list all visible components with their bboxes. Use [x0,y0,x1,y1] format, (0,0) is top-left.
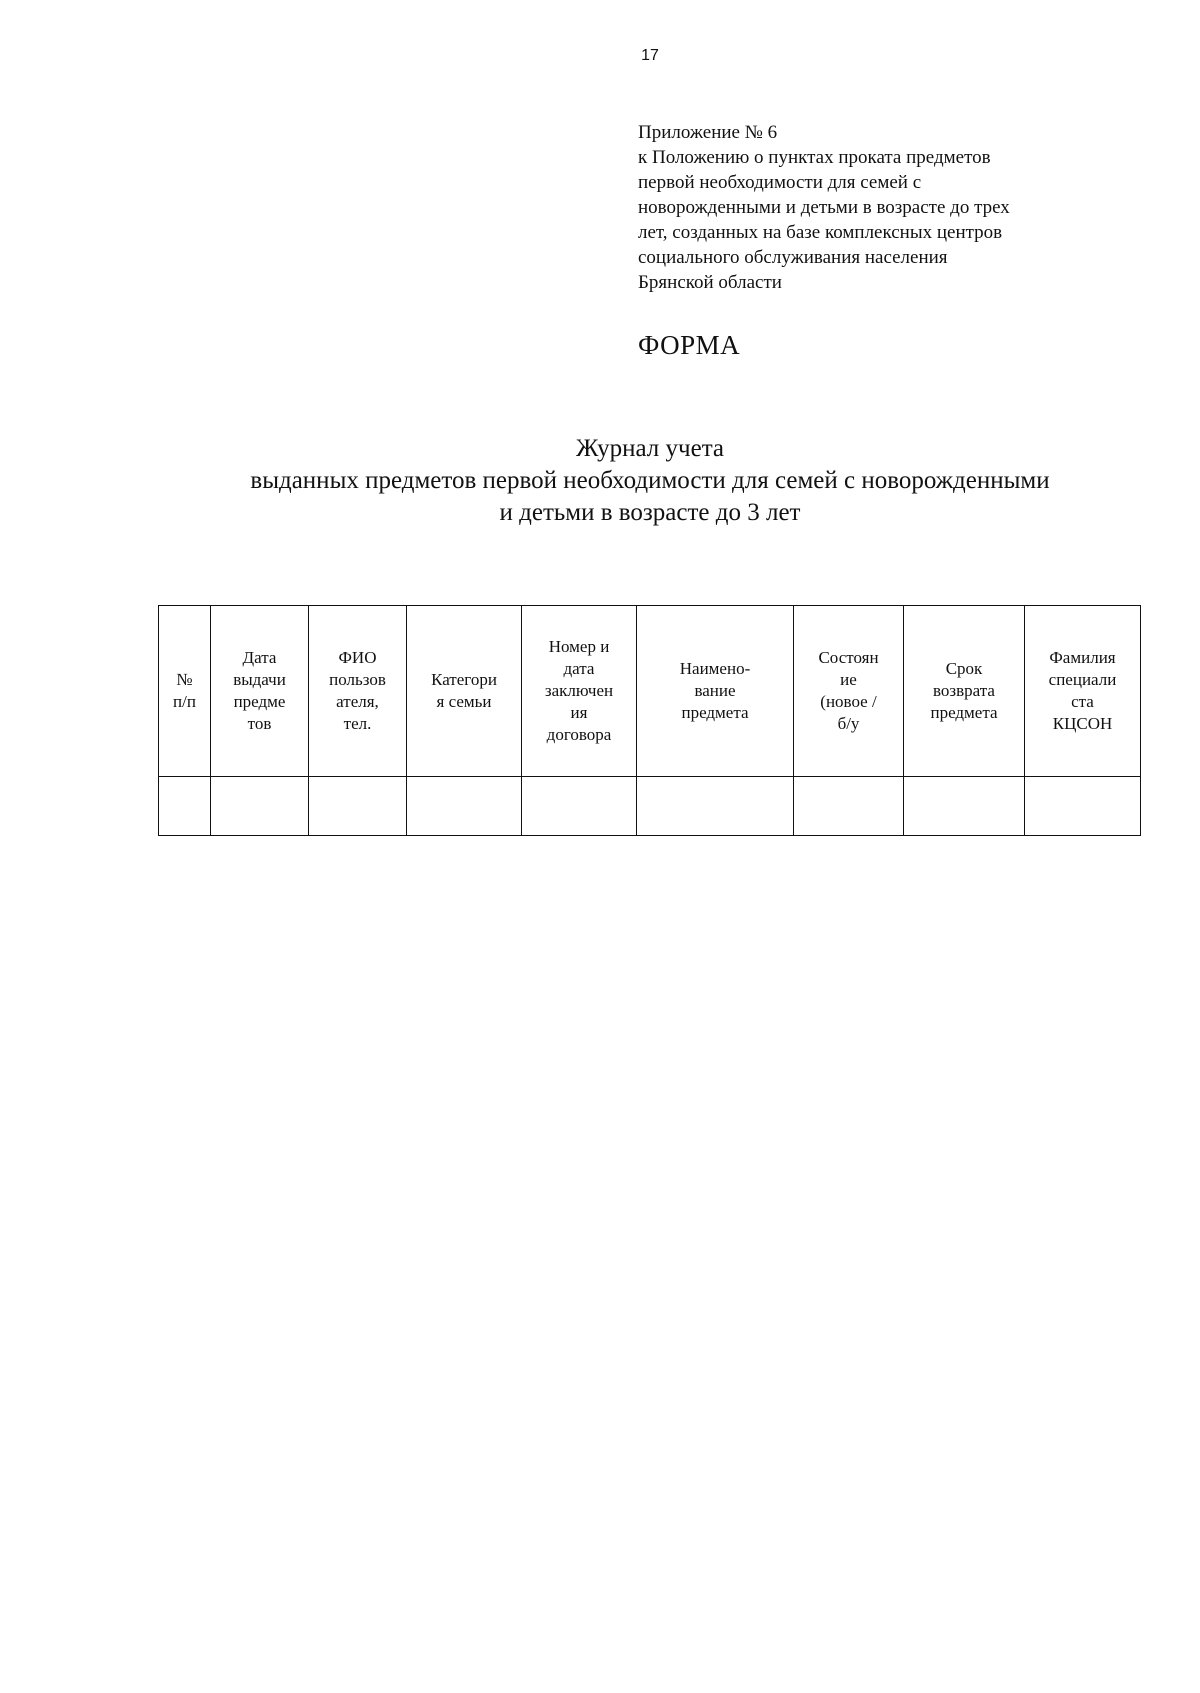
column-header-line: ателя, [336,692,379,711]
column-header-line: ие [840,670,857,689]
column-header-line: Наимено- [679,659,751,678]
table-cell[interactable] [1025,777,1141,836]
column-header [309,606,407,777]
column-header-line: Срок [945,659,983,678]
table-cell[interactable] [904,777,1025,836]
appendix-block [638,120,1098,295]
appendix-line: первой необходимости для семей с [638,172,922,193]
column-header [904,606,1025,777]
column-header-line: тов [247,714,272,733]
column-header-line: Состоян [818,648,879,667]
column-header-line: ия [570,703,588,722]
column-header [211,606,309,777]
column-header-line: специали [1048,670,1117,689]
column-header-line: предме [233,692,286,711]
column-header-line: (новое / [820,692,877,711]
column-header [1025,606,1141,777]
table-cell[interactable] [309,777,407,836]
column-header-line: предмета [930,703,998,722]
appendix-line: новорожденными и детьми в возрасте до трех [638,197,1010,218]
column-header-line: ФИО [338,648,377,667]
column-header [407,606,522,777]
table-header-row [159,606,1141,777]
column-header [522,606,637,777]
table-cell[interactable] [794,777,904,836]
column-header-line: договора [546,725,612,744]
appendix-line: к Положению о пунктах проката предметов [638,147,991,168]
column-header-line: заключен [544,681,614,700]
column-header-line: ста [1071,692,1094,711]
column-header-line: б/у [837,714,860,733]
column-header-line: предмета [681,703,749,722]
column-header-line: Дата [242,648,277,667]
column-header-line: пользов [329,670,386,689]
form-label: ФОРМА [638,330,741,360]
table-row [159,777,1141,836]
appendix-line: социального обслуживания населения [638,247,948,268]
column-header [637,606,794,777]
column-header-line: вание [694,681,736,700]
column-header-line: Категори [431,670,497,689]
title-line: и детьми в возрасте до 3 лет [499,499,801,526]
column-header [159,606,211,777]
column-header-line: я семьи [436,692,492,711]
table-cell[interactable] [159,777,211,836]
title-line: выданных предметов первой необходимости для семей с новорожденными [250,467,1050,494]
title-line: Журнал учета [575,435,725,462]
table-cell[interactable] [522,777,637,836]
journal-table [158,605,1141,836]
column-header-line: Фамилия [1049,648,1116,667]
appendix-line: Брянской области [638,272,782,293]
column-header-line: дата [563,659,595,678]
column-header-line: Номер и [548,637,610,656]
appendix-line: лет, созданных на базе комплексных центров [638,222,1003,243]
column-header-line: выдачи [233,670,286,689]
table-cell[interactable] [407,777,522,836]
column-header-line: тел. [343,714,372,733]
table-cell[interactable] [211,777,309,836]
column-header-line: п/п [173,692,196,711]
document-title [150,433,1150,529]
page-number: 17 [641,47,659,64]
column-header-line: возврата [933,681,995,700]
column-header-line: КЦСОН [1052,714,1113,733]
column-header-line: № [176,670,193,689]
appendix-line: Приложение № 6 [638,122,778,143]
table-cell[interactable] [637,777,794,836]
column-header [794,606,904,777]
